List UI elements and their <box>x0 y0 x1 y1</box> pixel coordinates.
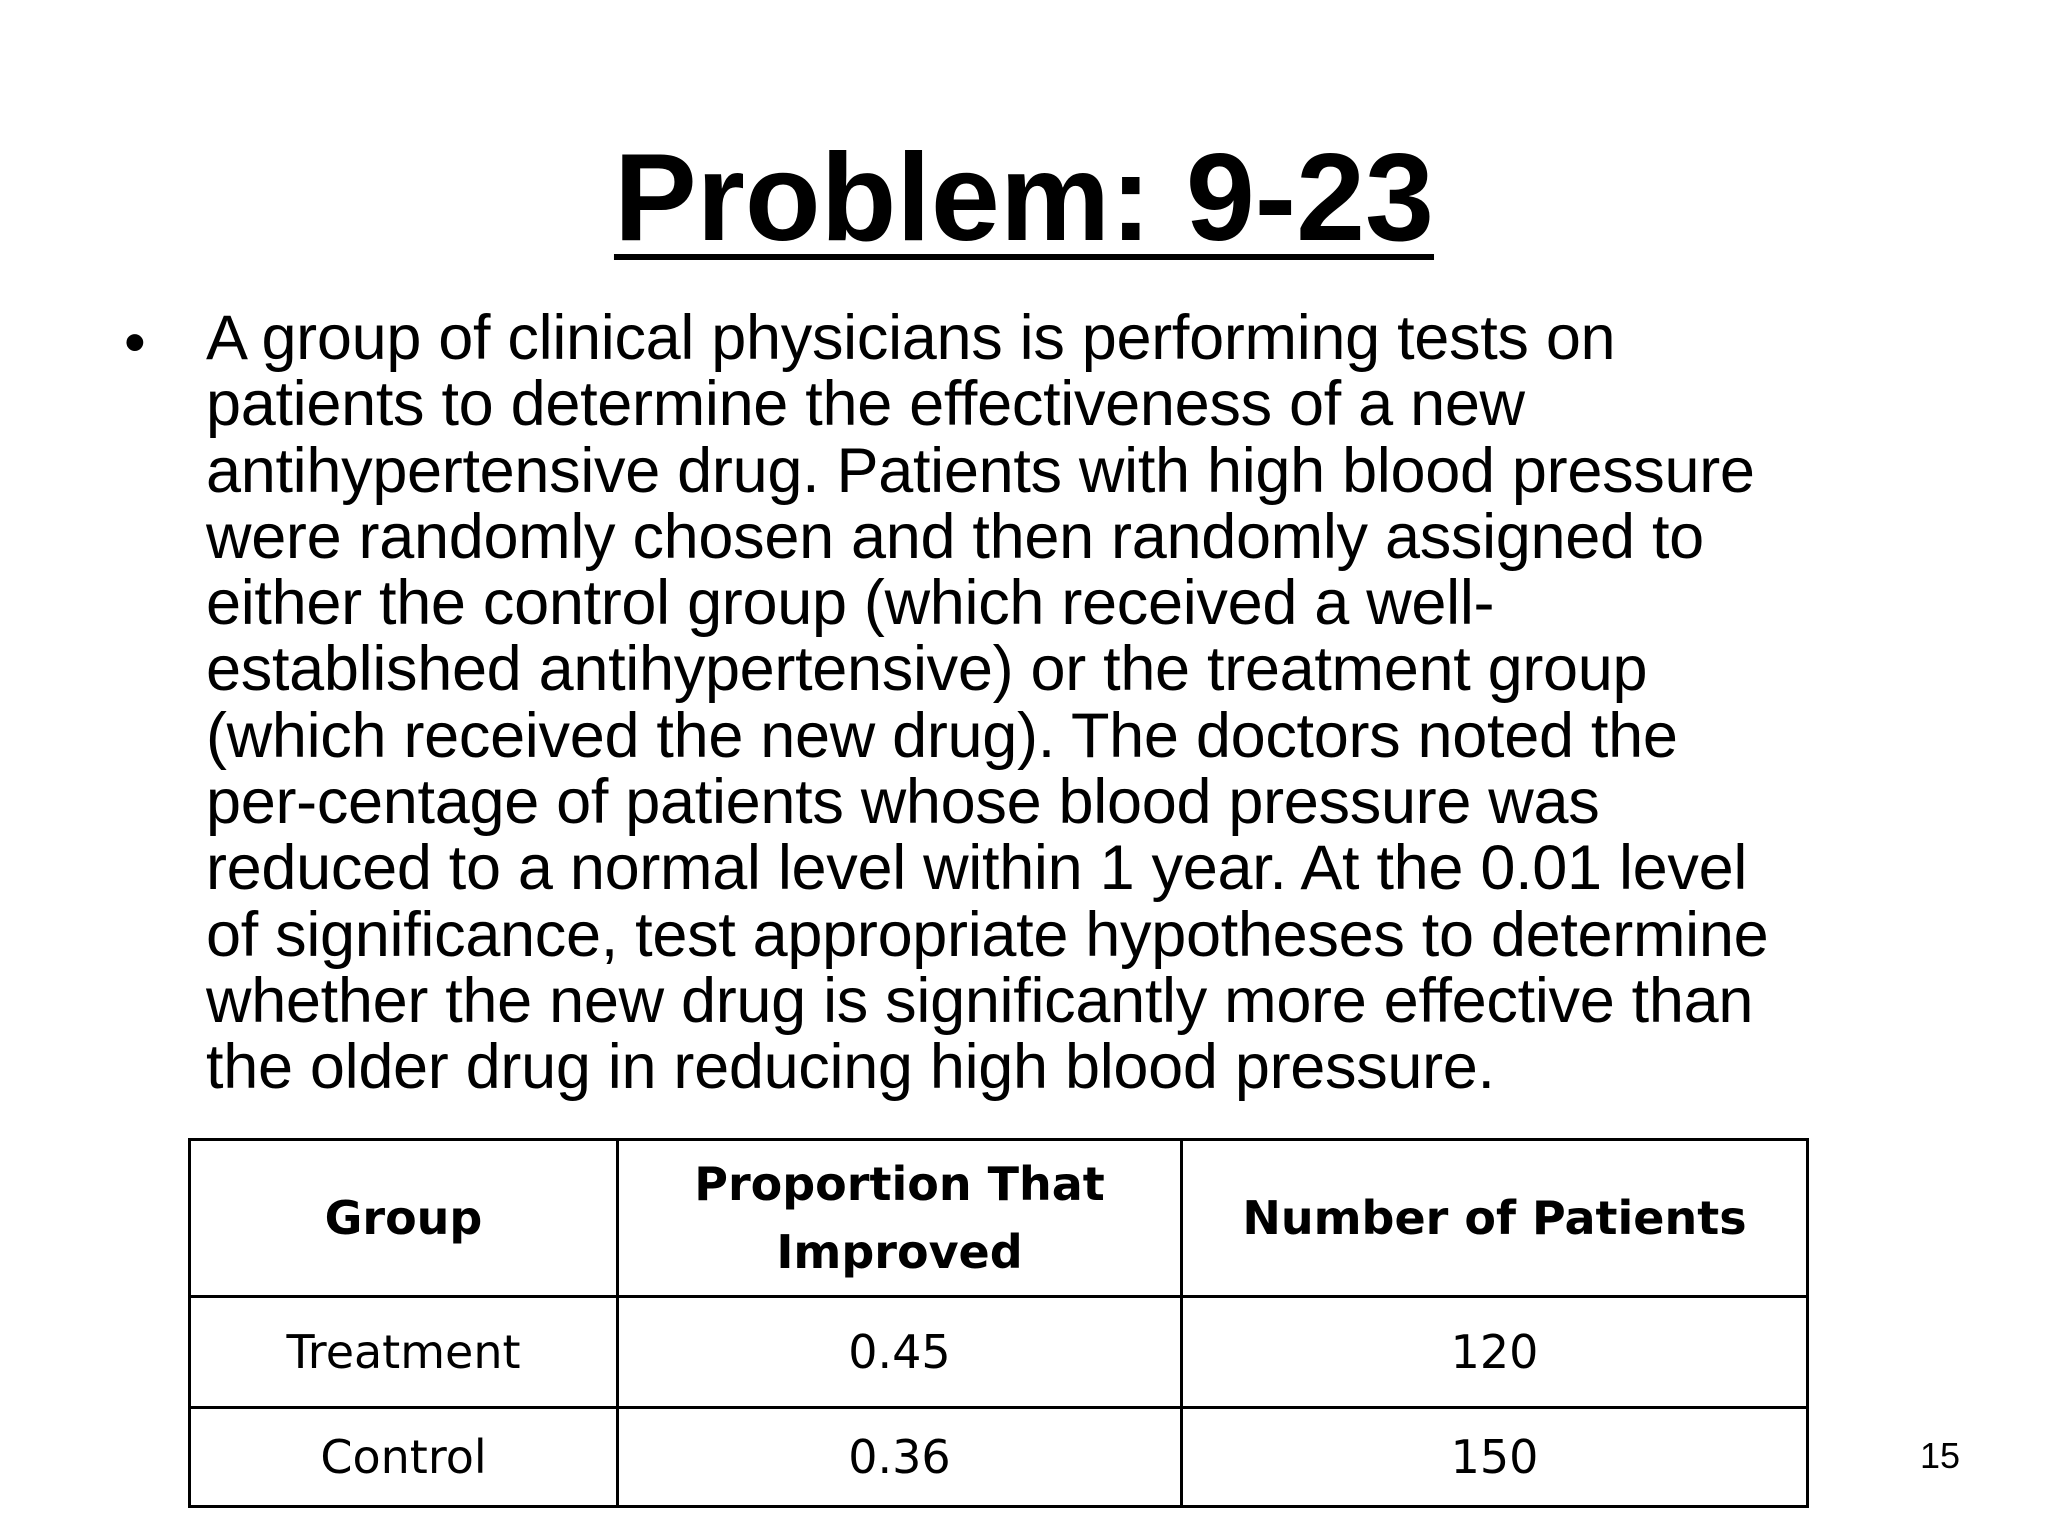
problem-line: were randomly chosen and then randomly assigned to <box>206 501 1704 572</box>
problem-line: antihypertensive drug. Patients with high blood pressure <box>206 435 1755 506</box>
problem-statement <box>206 305 1986 1101</box>
problem-line: of significance, test appropriate hypotheses to determine <box>206 899 1769 970</box>
cell-group: Control <box>190 1408 618 1507</box>
problem-line: the older drug in reducing high blood pressure. <box>206 1032 1495 1103</box>
slide-number: 15 <box>1919 1435 1961 1476</box>
table-row <box>190 1408 1808 1507</box>
cell-patients: 120 <box>1182 1297 1808 1408</box>
problem-line: reduced to a normal level within 1 year. At the 0.01 level <box>206 833 1748 904</box>
header-proportion-line2: Improved <box>776 1225 1023 1279</box>
cell-patients: 150 <box>1182 1408 1808 1507</box>
slide-title-text: Problem: 9-23 <box>613 129 1435 267</box>
table-header-row <box>190 1140 1808 1297</box>
table-row <box>190 1297 1808 1408</box>
problem-line: (which received the new drug). The doctors noted the <box>206 700 1678 771</box>
problem-line: either the control group (which received a well- <box>206 568 1495 639</box>
cell-group: Treatment <box>190 1297 618 1408</box>
problem-line: whether the new drug is significantly more effective than <box>206 965 1754 1036</box>
cell-proportion: 0.36 <box>618 1408 1182 1507</box>
problem-line: patients to determine the effectiveness of a new <box>206 369 1525 440</box>
bullet-icon: • <box>124 308 146 377</box>
problem-line: A group of clinical physicians is performing tests on <box>206 303 1616 373</box>
header-patients: Number of Patients <box>1182 1140 1808 1297</box>
problem-line: established antihypertensive) or the treatment group <box>206 634 1648 705</box>
header-group: Group <box>190 1140 618 1297</box>
slide-title <box>0 128 2048 268</box>
header-proportion-line1: Proportion That <box>694 1157 1105 1211</box>
header-proportion <box>618 1140 1182 1297</box>
data-table <box>188 1138 1809 1508</box>
problem-line: per-centage of patients whose blood pressure was <box>206 767 1600 838</box>
cell-proportion: 0.45 <box>618 1297 1182 1408</box>
